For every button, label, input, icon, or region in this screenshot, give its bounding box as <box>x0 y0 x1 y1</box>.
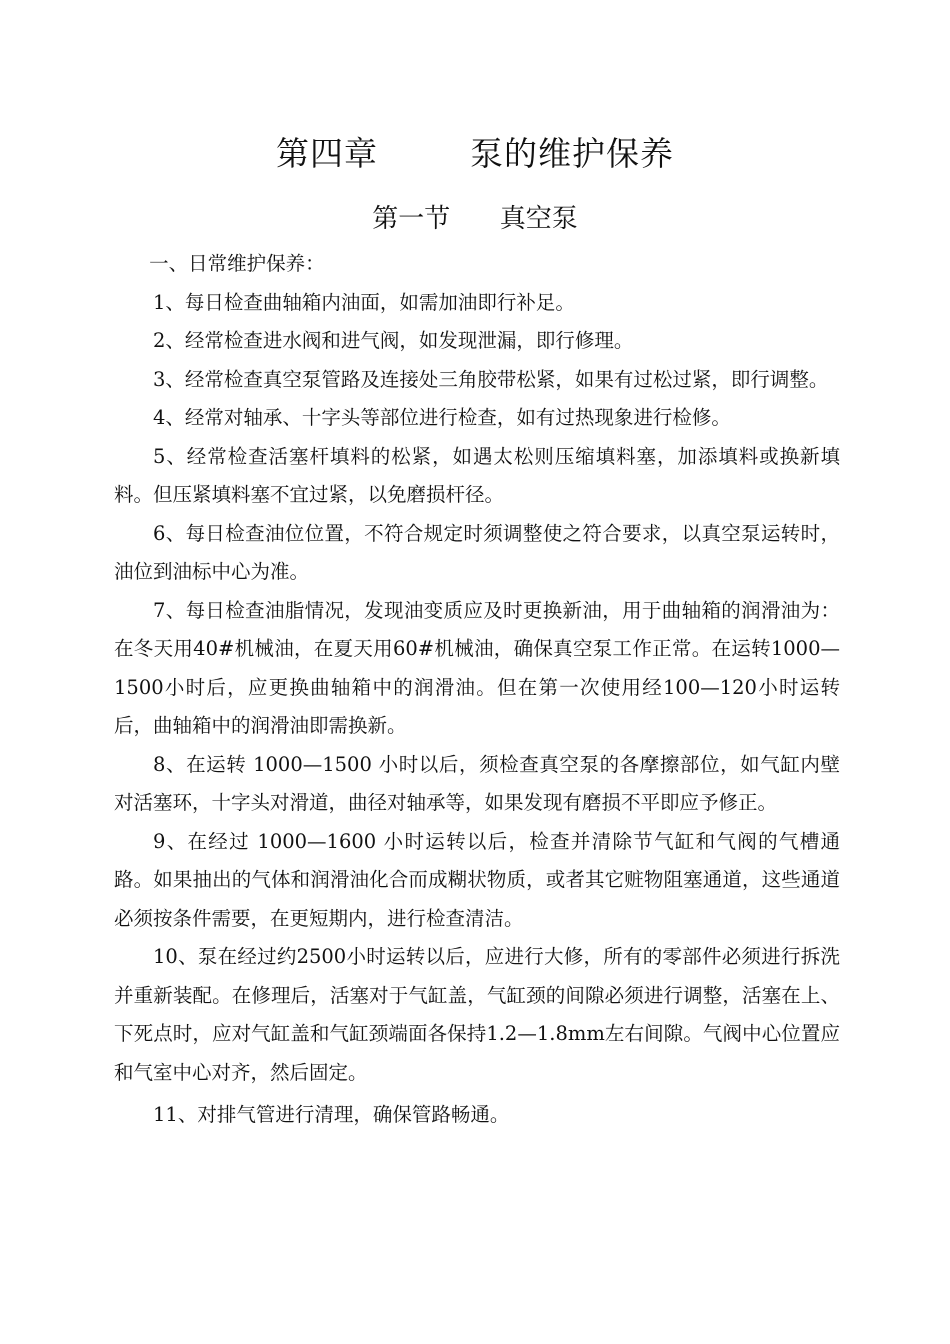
paragraph-item-3: 3、经常检查真空泵管路及连接处三角胶带松紧，如果有过松过紧，即行调整。 <box>153 367 829 391</box>
paragraph-item-4: 4、经常对轴承、十字头等部位进行检查，如有过热现象进行检修。 <box>153 406 731 429</box>
section-title <box>0 196 950 242</box>
paragraph-item-2: 2、经常检查进水阀和进气阀，如发现泄漏，即行修理。 <box>153 329 634 352</box>
paragraph-item-6: 6、每日检查油位位置，不符合规定时须调整使之符合要求，以真空泵运转时，油位到油标中心为准。 <box>114 521 840 583</box>
chapter-title <box>0 128 950 180</box>
subsection-heading: 一、日常维护保养： <box>149 252 325 275</box>
paragraph-item-5: 5、经常检查活塞杆填料的松紧，如遇太松则压缩填料塞，加添填料或换新填料。但压紧填料塞不宜过紧，以免磨损杆径。 <box>114 444 840 506</box>
paragraph-item-11: 11、对排气管进行清理，确保管路畅通。 <box>153 1103 510 1126</box>
paragraph-item-1: 1、每日检查曲轴箱内油面，如需加油即行补足。 <box>153 290 575 314</box>
section-number: 第一节 <box>372 204 451 234</box>
paragraph-item-8: 8、在运转 1000—1500 小时以后，须检查真空泵的各摩擦部位，如气缸内壁对活塞环，十字头对滑道，曲径对轴承等，如果发现有磨损不平即应予修正。 <box>114 752 840 814</box>
document-body <box>114 245 840 1135</box>
section-name: 真空泵 <box>499 204 578 234</box>
paragraph-item-7: 7、每日检查油脂情况，发现油变质应及时更换新油，用于曲轴箱的润滑油为：在冬天用40#机械油，在夏天用60#机械油，确保真空泵工作正常。在运转1000—1500小时后，应更换曲轴箱中的润滑油。但在第一次使用经100—120小时运转后，曲轴箱中的润滑油即需换新。 <box>114 598 840 737</box>
chapter-name: 泵的维护保养 <box>469 134 674 173</box>
paragraph-item-9: 9、在经过 1000—1600 小时运转以后，检查并清除节气缸和气阀的气槽通路。如果抽出的气体和润滑油化合而成糊状物质，或者其它赃物阻塞通道，这些通道必须按条件需要，在更短期内，进行检查清洁。 <box>114 829 840 930</box>
paragraph-item-10: 10、泵在经过约2500小时运转以后，应进行大修，所有的零部件必须进行拆洗并重新装配。在修理后，活塞对于气缸盖，气缸颈的间隙必须进行调整，活塞在上、下死点时，应对气缸盖和气缸颈端面各保持1.2—1.8mm左右间隙。气阀中心位置应和气室中心对齐，然后固定。 <box>114 945 840 1084</box>
chapter-number: 第四章 <box>276 134 379 173</box>
